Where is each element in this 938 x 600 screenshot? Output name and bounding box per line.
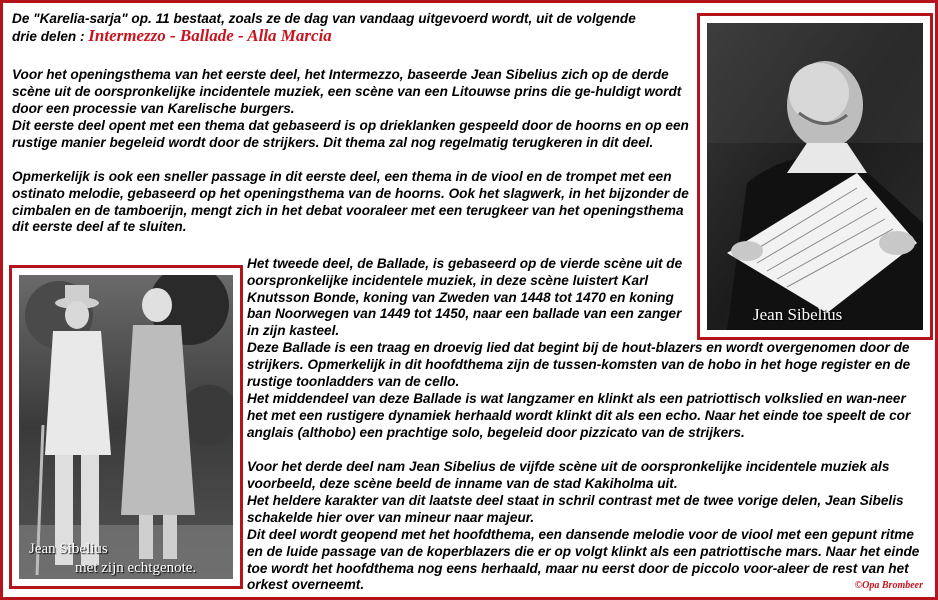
part3-paragraph-1: Voor het derde deel nam Jean Sibelius de vijfde scène uit de oorspronkelijke incidentele muziek als voorbeeld, deze scène beeld de inname van de stad Kakiholma uit. bbox=[247, 459, 890, 491]
sibelius-portrait bbox=[707, 23, 923, 330]
part1-paragraph-3: Opmerkelijk is ook een sneller passage in dit eerste deel, een thema in de viool en de trompet met een ostinato melodie, gebaseerd op het openingsthema van de hoorns. Ook het slagwerk, in het bijzonder de cimbalen en de tamboerijn, mengt zich in het debat vooraleer met een terugkeer van het openingsthema dit eerste deel af te sluiten. bbox=[12, 169, 689, 235]
part2-paragraph-1: Het tweede deel, de Ballade, is gebaseerd op de vierde scène uit de oorspronkelijke incidentele muziek, in deze scène luistert Karl Knutsson Bonde, koning van Zweden van 1448 tot 1470 en koning ban Noorwegen van 1449 tot 1450, naar een ballade van een zanger in zijn kasteel. bbox=[247, 256, 683, 339]
part2-paragraph-2: Deze Ballade is een traag en droevig lied dat begint bij de hout-blazers en wordt overgenomen door de strijkers. Opmerkelijk in dit hoofdthema zijn de tussen-komsten van de hobo in het hoge register en de rustige toonladders van de cello. bbox=[247, 340, 911, 389]
part1-paragraph-1: Voor het openingsthema van het eerste deel, het Intermezzo, baseerde Jean Sibelius zich op de derde scène uit de oorspronkelijke incidentele muziek, een scène van een Litouwse prins die ge-huldigt wordt door een processie van Karelische burgers. bbox=[12, 67, 682, 116]
movements-subtitle: Intermezzo - Ballade - Alla Marcia bbox=[88, 25, 332, 45]
portrait-caption: Jean Sibelius bbox=[753, 305, 843, 324]
intro-line-2 bbox=[12, 25, 692, 46]
sibelius-couple-image bbox=[19, 275, 233, 579]
photo-frame-left bbox=[9, 265, 243, 589]
copyright-credit: ©Opa Brombeer bbox=[854, 580, 923, 591]
part1-paragraph-2: Dit eerste deel opent met een thema dat gebaseerd is op drieklanken gespeeld door de hoorns en op een rustige manier begeleid wordt door de strijkers. Dit thema zal nog regelmatig terugkeren in dit deel. bbox=[12, 118, 689, 150]
sibelius-portrait-image bbox=[707, 23, 923, 330]
sibelius-couple-photo bbox=[19, 275, 233, 579]
photo-frame-right bbox=[697, 13, 933, 340]
intro-lead: drie delen : bbox=[12, 28, 89, 44]
part3-paragraph-2: Het heldere karakter van dit laatste deel staat in schril contrast met de twee vorige delen, Jean Sibelis schakelde hier over van mineur naar majeur. bbox=[247, 493, 904, 525]
part2-paragraph-3: Het middendeel van deze Ballade is wat langzamer en klinkt als een patriottisch volkslied en wan-neer het met een rustigere dynamiek herhaald wordt klinkt dit als een echo. Naar het einde toe speelt de cor anglais (althobo) een prachtige solo, begeleid door pizzicato van de strijkers. bbox=[247, 391, 911, 440]
couple-caption-line-2: met zijn echtgenote. bbox=[75, 560, 197, 576]
part3-paragraph-3: Dit deel wordt geopend met het hoofdthema, een dansende melodie voor de viool met een gepunt ritme en de luide passage van de koperblazers die er op volgt klinkt als een patriottische mars. Naar het einde toe wordt het hoofdthema nog eens herhaald, maar nu eerst door de piccolo voor-aleer de rest van het orkest overneemt. bbox=[247, 527, 920, 593]
couple-caption-line-1: Jean Sibelius bbox=[29, 541, 108, 557]
intro-paragraph bbox=[12, 11, 692, 46]
intro-line-1: De "Karelia-sarja" op. 11 bestaat, zoals ze de dag van vandaag uitgevoerd wordt, uit de volgende bbox=[12, 11, 636, 26]
